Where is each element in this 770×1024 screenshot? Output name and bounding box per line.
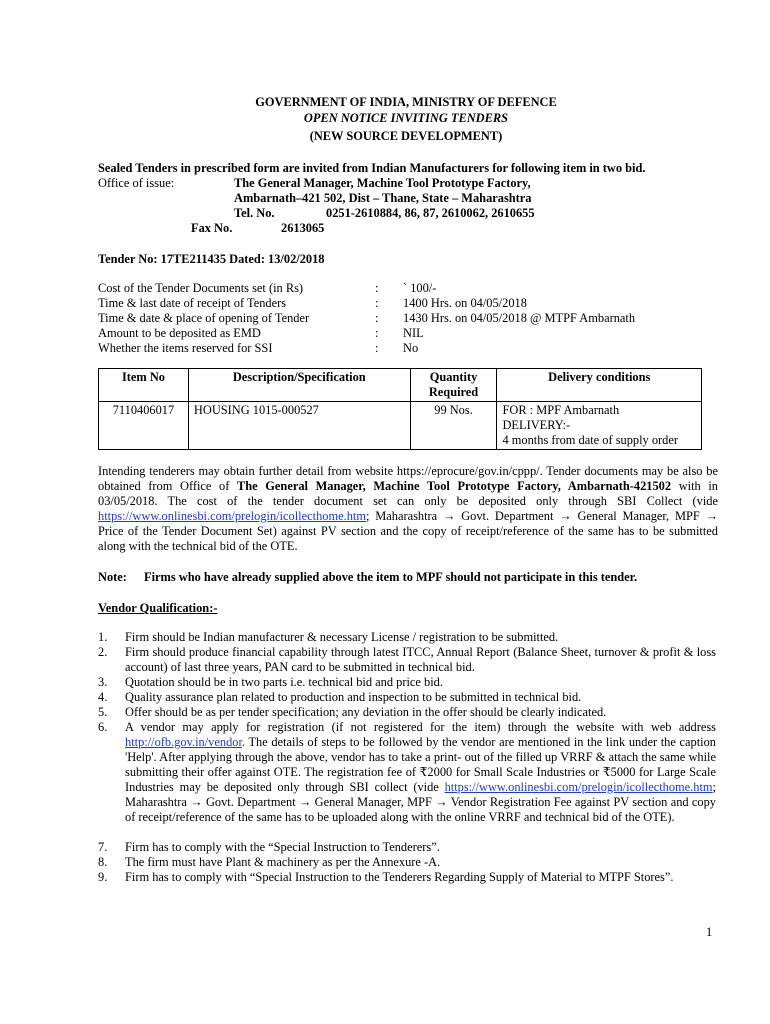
detail-value: 1430 Hrs. on 04/05/2018 @ MTPF Ambarnath bbox=[403, 311, 636, 325]
detail-separator: : bbox=[375, 296, 379, 310]
list-text: Quotation should be in two parts i.e. technical bid and price bid. bbox=[125, 675, 443, 689]
detail-value: 1400 Hrs. on 04/05/2018 bbox=[403, 296, 527, 310]
table-row bbox=[99, 402, 702, 450]
detail-label: Whether the items reserved for SSI bbox=[98, 341, 273, 355]
vendor-qualification-title: Vendor Qualification:- bbox=[98, 601, 218, 615]
detail-separator: : bbox=[375, 326, 379, 340]
header-delivery: Delivery conditions bbox=[497, 369, 702, 402]
office-label: Office of issue: bbox=[98, 176, 175, 190]
header-source: (NEW SOURCE DEVELOPMENT) bbox=[309, 129, 503, 143]
para-text: ; Maharashtra → Govt. Department → General Manager, MPF → Price of the Tender Document Set) against PV section and the copy of receipt/reference of the same has to be submitted along with the technical bid of the OTE. bbox=[98, 509, 718, 553]
detail-label: Amount to be deposited as EMD bbox=[98, 326, 261, 340]
list-text: Firm has to comply with the “Special Instruction to Tenderers”. bbox=[125, 840, 440, 854]
header-notice: OPEN NOTICE INVITING TENDERS bbox=[303, 111, 509, 125]
list-number: 1. bbox=[98, 630, 108, 644]
list-number: 2. bbox=[98, 645, 108, 659]
list-number: 9. bbox=[98, 870, 108, 884]
list-text: Offer should be as per tender specification; any deviation in the offer should be clearly indicated. bbox=[125, 705, 607, 719]
list-text-part: ; Maharashtra → Govt. Department → General Manager, MPF → Vendor Registration Fee against PV section and copy of receipt/reference of the same has to be uploaded along with the online VRRF and technical bid of the OTE). bbox=[125, 780, 716, 824]
para-text: with in 03/05/2018. The cost of the tender document set can only be deposited only through SBI Collect (vide bbox=[98, 479, 718, 508]
detail-value: NIL bbox=[403, 326, 424, 340]
list-number: 4. bbox=[98, 690, 108, 704]
tel-label: Tel. No. bbox=[234, 206, 275, 220]
fax-value: 2613065 bbox=[281, 221, 325, 235]
cell-item-no: 7110406017 bbox=[99, 402, 189, 450]
list-text: The firm must have Plant & machinery as per the Annexure -A. bbox=[125, 855, 441, 869]
fax-label: Fax No. bbox=[191, 221, 233, 235]
list-text: Firm has to comply with “Special Instruction to the Tenderers Regarding Supply of Material to MTPF Stores”. bbox=[125, 870, 674, 884]
office-line1: The General Manager, Machine Tool Prototype Factory, bbox=[234, 176, 531, 190]
tender-number: Tender No: 17TE211435 Dated: 13/02/2018 bbox=[98, 252, 325, 266]
note-label: Note: bbox=[98, 570, 127, 584]
list-text-part: A vendor may apply for registration (if not registered for the item) through the website with web address bbox=[125, 720, 716, 734]
detail-label: Cost of the Tender Documents set (in Rs) bbox=[98, 281, 304, 295]
table-header-row bbox=[99, 369, 702, 402]
list-number: 8. bbox=[98, 855, 108, 869]
note-text: Firms who have already supplied above the item to MPF should not participate in this tender. bbox=[144, 570, 638, 584]
header-quantity: Quantity Required bbox=[410, 369, 497, 402]
sbi-collect-link[interactable]: https://www.onlinesbi.com/prelogin/icollecthome.htm bbox=[98, 509, 366, 523]
cell-delivery bbox=[497, 402, 702, 450]
detail-separator: : bbox=[375, 281, 379, 295]
para-text: Intending tenderers may obtain further detail from website https://eprocure/gov.in/cppp/. Tender documents may be also be obtained from Office of bbox=[98, 464, 718, 493]
cell-quantity: 99 Nos. bbox=[410, 402, 497, 450]
info-paragraph bbox=[98, 464, 718, 554]
list-number: 5. bbox=[98, 705, 108, 719]
list-number: 6. bbox=[98, 720, 108, 734]
delivery-line: FOR : MPF Ambarnath bbox=[502, 403, 620, 417]
delivery-line: DELIVERY:- bbox=[502, 418, 571, 432]
items-table bbox=[98, 368, 702, 450]
sbi-collect-link[interactable]: https://www.onlinesbi.com/prelogin/icollecthome.htm bbox=[444, 780, 713, 794]
page-number: 1 bbox=[706, 925, 713, 939]
list-number: 3. bbox=[98, 675, 108, 689]
intro-text: Sealed Tenders in prescribed form are invited from Indian Manufacturers for following item in two bid. bbox=[98, 161, 646, 175]
header-ministry: GOVERNMENT OF INDIA, MINISTRY OF DEFENCE bbox=[255, 95, 557, 109]
detail-separator: : bbox=[375, 311, 379, 325]
list-text: Firm should produce financial capability through latest ITCC, Annual Report (Balance Sheet, turnover & profit & loss account) of last three years, PAN card to be submitted in technical bid. bbox=[125, 645, 716, 674]
ofb-vendor-link[interactable]: http://ofb.gov.in/vendor bbox=[125, 735, 242, 749]
detail-label: Time & last date of receipt of Tenders bbox=[98, 296, 287, 310]
detail-value: No bbox=[403, 341, 419, 355]
list-text: Firm should be Indian manufacturer & necessary License / registration to be submitted. bbox=[125, 630, 559, 644]
list-text: Quality assurance plan related to production and inspection to be submitted in technical bid. bbox=[125, 690, 582, 704]
header-description: Description/Specification bbox=[188, 369, 410, 402]
detail-separator: : bbox=[375, 341, 379, 355]
header-item-no: Item No bbox=[99, 369, 189, 402]
tel-value: 0251-2610884, 86, 87, 2610062, 2610655 bbox=[326, 206, 535, 220]
list-text-part: . The details of steps to be followed by the vendor are mentioned in the link under the caption 'Help'. After applying through the above, vendor has to take a print- out of the filled up VRRF & attach the same while submitting their offer against OTE. The registration fee of ₹2000 for Small Scale Industries or ₹5000 for Large Scale Industries may be deposited only through SBI collect (vide bbox=[125, 735, 716, 794]
para-office: The General Manager, Machine Tool Prototype Factory, Ambarnath-421502 bbox=[237, 479, 672, 493]
list-number: 7. bbox=[98, 840, 108, 854]
office-line2: Ambarnath–421 502, Dist – Thane, State – Maharashtra bbox=[234, 191, 532, 205]
cell-description: HOUSING 1015-000527 bbox=[188, 402, 410, 450]
detail-label: Time & date & place of opening of Tender bbox=[98, 311, 310, 325]
list-text bbox=[125, 720, 716, 825]
detail-value: ` 100/- bbox=[403, 281, 437, 295]
delivery-line: 4 months from date of supply order bbox=[502, 433, 678, 447]
